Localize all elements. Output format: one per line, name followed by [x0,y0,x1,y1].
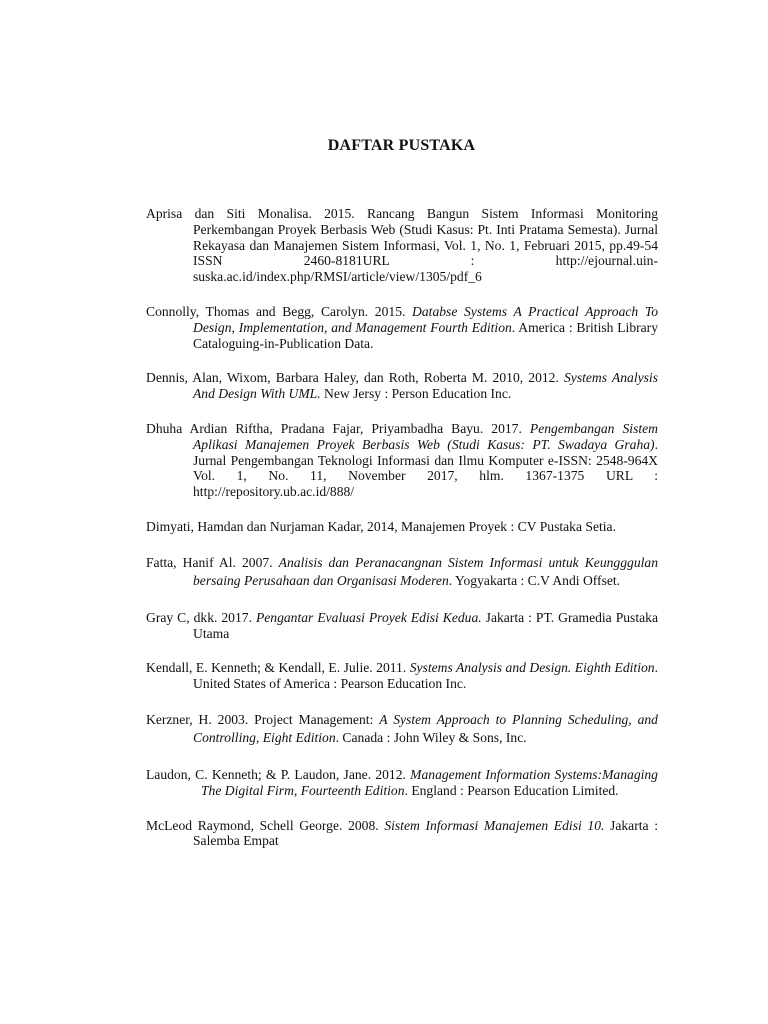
page-title: DAFTAR PUSTAKA [327,137,476,154]
reference-text: Management Information Systems:Managing The Digital Firm, Fourteenth Edition [201,766,658,798]
reference-text: McLeod Raymond, Schell George. 2008. [146,817,385,833]
reference-text: Fatta, Hanif Al. 2007. [146,554,279,570]
reference-text: Jakarta : Salemba Empat [193,817,658,849]
reference-list [146,206,658,868]
reference-text: Connolly, Thomas and Begg, Carolyn. 2015. [146,303,413,319]
reference-text: Databse Systems A Practical Approach To Design, Implementation, and Management Fourth Edition [193,303,658,335]
reference-text: Systems Analysis and Design. Eighth Edition [409,660,655,676]
reference-text: Kerzner, H. 2003. Project Management: [146,711,380,727]
reference-text: . England : Pearson Education Limited. [404,782,619,798]
reference-entry-kerzner [146,711,658,748]
reference-text: . Canada : John Wiley & Sons, Inc. [335,730,527,746]
reference-text: Dennis, Alan, Wixom, Barbara Haley, dan Roth, Roberta M. 2010, 2012. [146,370,564,386]
reference-entry-dhuha [146,421,658,500]
reference-entry-aprisa [146,206,658,285]
reference-text: Aprisa dan Siti Monalisa. 2015. Rancang Bangun Sistem Informasi Monitoring Perkembangan Proyek Berbasis Web (Studi Kasus: Pt. Inti Pratama Semesta). Jurnal Rekayasa dan Manajemen Sistem Informasi, Vol. 1, No. 1, Februari 2015, pp.49-54 ISSN 2460-8181URL : http://ejournal.uin-suska.ac.id/index.php/RMSI/article/view/1305/pdf_6 [146,206,658,285]
reference-text: Analisis dan Peranacangnan Sistem Informasi untuk Keungggulan bersaing Perusahaan dan Organisasi Moderen [193,554,658,589]
reference-text: A System Approach to Planning Scheduling, and Controlling, Eight Edition [193,711,658,746]
reference-text: . America : British Library Cataloguing-in-Publication Data. [193,319,659,351]
reference-entry-mcleod [146,818,658,850]
reference-entry-gray [146,610,658,642]
reference-text: Pengantar Evaluasi Proyek Edisi Kedua. [255,609,482,625]
reference-text: Systems Analysis And Design With UML. [193,370,658,402]
reference-entry-fatta [146,554,658,591]
reference-text: Dimyati, Hamdan dan Nurjaman Kadar, 2014, Manajemen Proyek : CV Pustaka Setia. [146,518,616,534]
reference-entry-kendall [146,660,658,692]
reference-text: . Yogyakarta : C.V Andi Offset. [448,573,621,589]
reference-entry-laudon [146,767,658,799]
reference-text: . United States of America : Pearson Education Inc. [193,660,658,692]
reference-entry-dennis [146,370,658,402]
reference-text: Pengembangan Sistem Aplikasi Manajemen Proyek Berbasis Web (Studi Kasus: PT. Swadaya Graha) [193,420,658,452]
reference-text: Dhuha Ardian Riftha, Pradana Fajar, Priyambadha Bayu. 2017. [146,420,530,436]
reference-text: Jakarta : PT. Gramedia Pustaka Utama [193,609,658,641]
reference-text: Gray C, dkk. 2017. [146,609,256,625]
reference-text: Laudon, C. Kenneth; & P. Laudon, Jane. 2012. [146,766,411,782]
reference-text: New Jersy : Person Education Inc. [320,386,512,402]
reference-text: Sistem Informasi Manajemen Edisi 10. [384,817,605,833]
reference-text: . Jurnal Pengembangan Teknologi Informasi dan Ilmu Komputer e-ISSN: 2548-964X Vol. 1, No. 11, November 2017, hlm. 1367-1375 URL : http://repository.ub.ac.id/888/ [193,436,658,500]
reference-text: Kendall, E. Kenneth; & Kendall, E. Julie. 2011. [146,660,410,676]
reference-entry-connolly [146,304,658,351]
reference-entry-dimyati [146,519,658,535]
